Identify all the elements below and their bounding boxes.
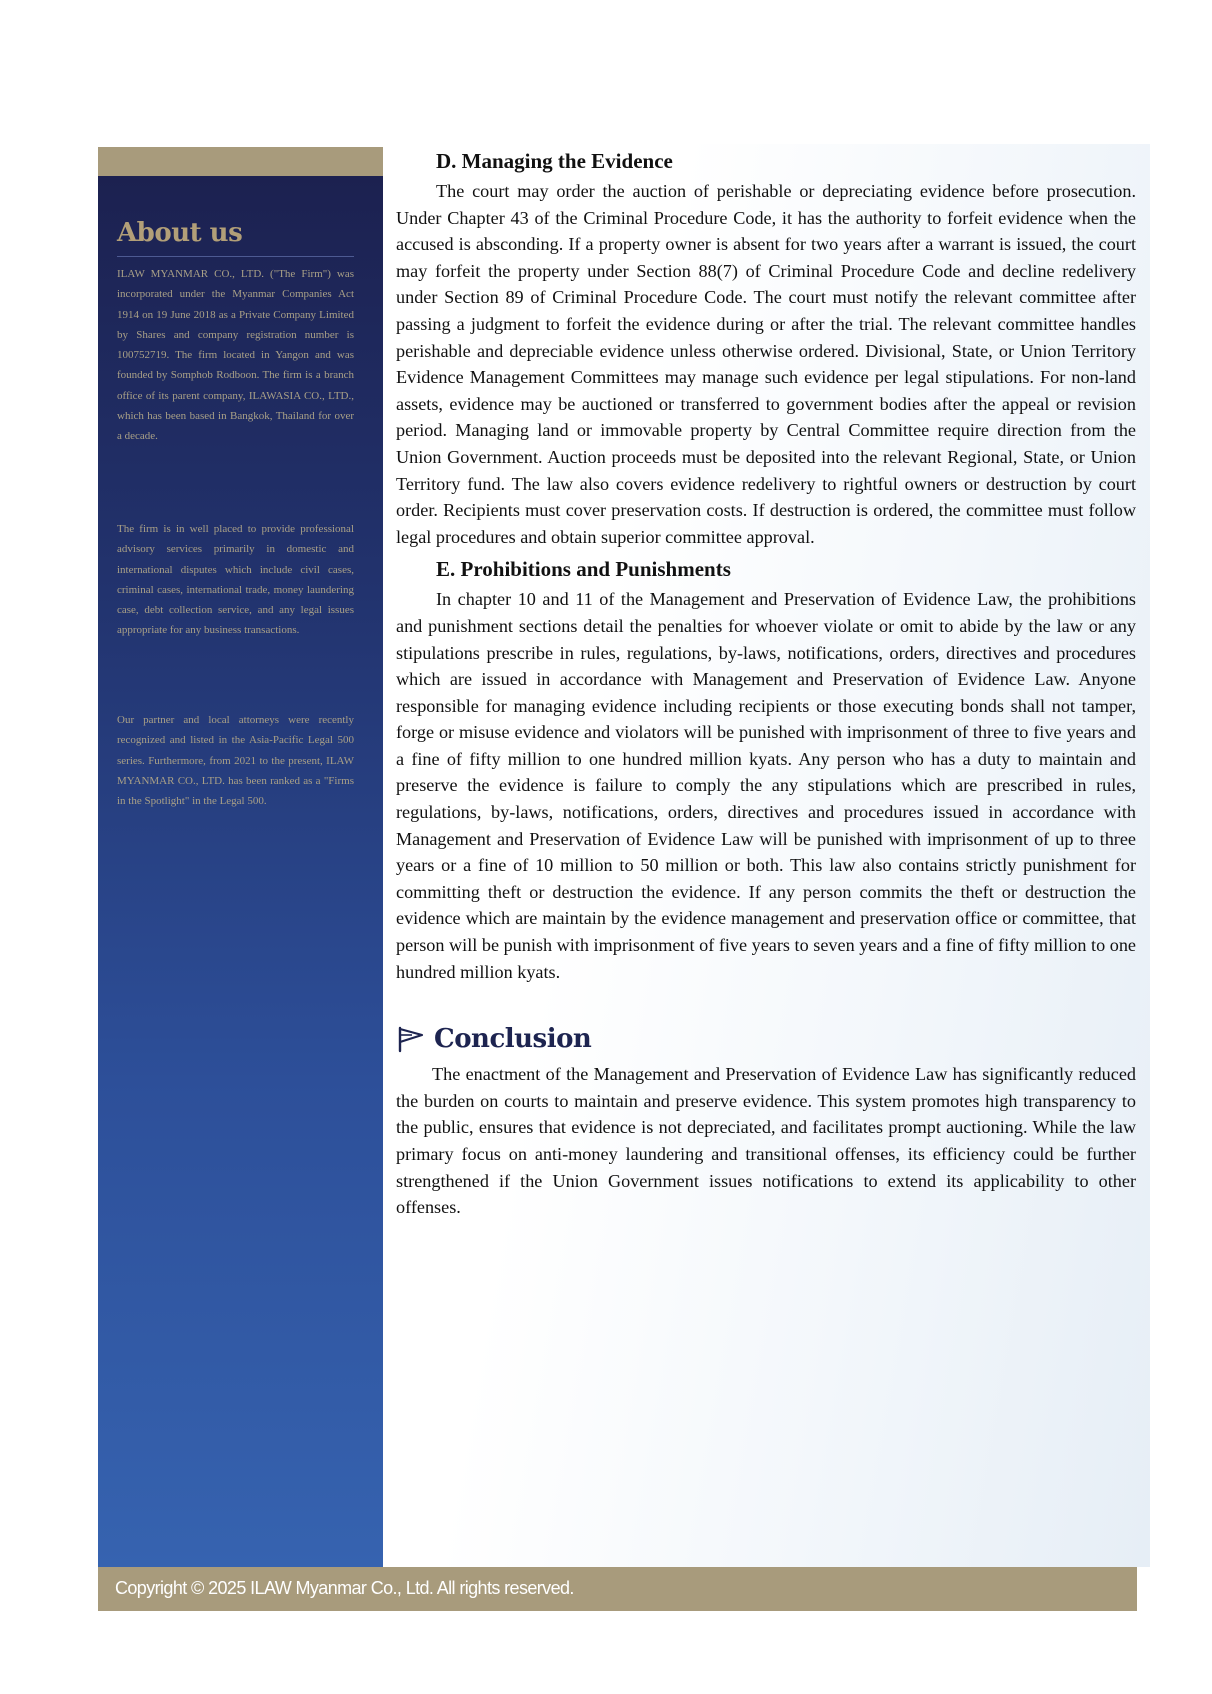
- section-d-heading: D. Managing the Evidence: [436, 149, 673, 173]
- conclusion-body: The enactment of the Management and Preservation of Evidence Law has significantly reduced the burden on courts to maintain and preserve evidence. This system promotes high transparency to the public, ensures that evidence is not depreciated, and facilitates prompt auctioning. While the law primary focus on anti-money laundering and transitional offenses, its efficiency could be further strengthened if the Union Government issues notifications to extend its applicability to other offenses.: [396, 1064, 1136, 1218]
- about-paragraph-services: The firm is in well placed to provide professional advisory services primarily in domestic and international disputes which include civil cases, criminal cases, international trade, money laundering case, debt collection service, and any legal issues appropriate for any business transactions.: [117, 523, 354, 637]
- copyright-text: Copyright © 2025 ILAW Myanmar Co., Ltd. All rights reserved.: [115, 1578, 574, 1598]
- conclusion-header: [396, 1019, 1136, 1059]
- main-content: [396, 144, 1136, 1221]
- conclusion-title: Conclusion: [434, 1024, 592, 1055]
- about-paragraph-firm: ILAW MYANMAR CO., LTD. ("The Firm") was incorporated under the Myanmar Companies Act 1914 on 19 June 2018 as a Private Company Limited by Shares and company registration number is 100752719. The firm located in Yangon and was founded by Somphob Rodboon. The firm is a branch office of its parent company, ILAWASIA CO., LTD., which has been based in Bangkok, Thailand for over a decade.: [117, 268, 354, 443]
- footer-bar: [98, 1567, 1137, 1611]
- flag-icon: [396, 1025, 426, 1053]
- section-e-heading: E. Prohibitions and Punishments: [436, 557, 731, 582]
- section-d-body: The court may order the auction of perishable or depreciating evidence before prosecution. Under Chapter 43 of the Criminal Procedure Code, it has the authority to forfeit evidence when the accused is absconding. If a property owner is absent for two years after a warrant is issued, the court may forfeit the property under Section 88(7) of Criminal Procedure Code and decline redelivery under Section 89 of Criminal Procedure Code. The court must notify the relevant committee after passing a judgment to forfeit the evidence during or after the trial. The relevant committee handles perishable and depreciable evidence unless otherwise ordered. Divisional, State, or Union Territory Evidence Management Committees may manage such evidence per legal stipulations. For non-land assets, evidence may be auctioned or transferred to government bodies after the appeal or revision period. Managing land or immovable property by Central Committee require direction from the Union Government. Auction proceeds must be deposited into the relevant Regional, State, or Union Territory fund. The law also covers evidence redelivery to rightful owners or destruction by court order. Recipients must cover preservation costs. If destruction is ordered, the committee must follow legal procedures and obtain superior committee approval.: [396, 181, 1136, 547]
- about-divider: [117, 256, 354, 257]
- about-title: About us: [117, 218, 243, 248]
- section-e-body: In chapter 10 and 11 of the Management and Preservation of Evidence Law, the prohibitions and punishment sections detail the penalties for whoever violate or omit to abide by the law or any stipulations prescribe in rules, regulations, by-laws, notifications, orders, directives and procedures which are issued in accordance with Management and Preservation of Evidence Law. Anyone responsible for managing evidence including recipients or those executing bonds shall not tamper, forge or misuse evidence and violators will be punished with imprisonment of three to five years and a fine of fifty million to one hundred million kyats. Any person who has a duty to maintain and preserve the evidence is failure to comply the any stipulations which are prescribed in rules, regulations, by-laws, notifications, orders, directives and procedures issued in accordance with Management and Preservation of Evidence Law will be punished with imprisonment of up to three years or a fine of 10 million to 50 million or both. This law also contains strictly punishment for committing theft or destruction the evidence. If any person commits the theft or destruction the evidence which are maintain by the evidence management and preservation office or committee, that person will be punish with imprisonment of five years to seven years and a fine of fifty million to one hundred million kyats.: [396, 589, 1136, 982]
- sidebar-top-bar: [98, 147, 383, 176]
- about-paragraph-recognition: Our partner and local attorneys were recently recognized and listed in the Asia-Pacific Legal 500 series. Furthermore, from 2021 to the present, ILAW MYANMAR CO., LTD. has been ranked as a "Firms in the Spotlight" in the Legal 500.: [117, 714, 354, 808]
- about-sidebar: [98, 176, 383, 1567]
